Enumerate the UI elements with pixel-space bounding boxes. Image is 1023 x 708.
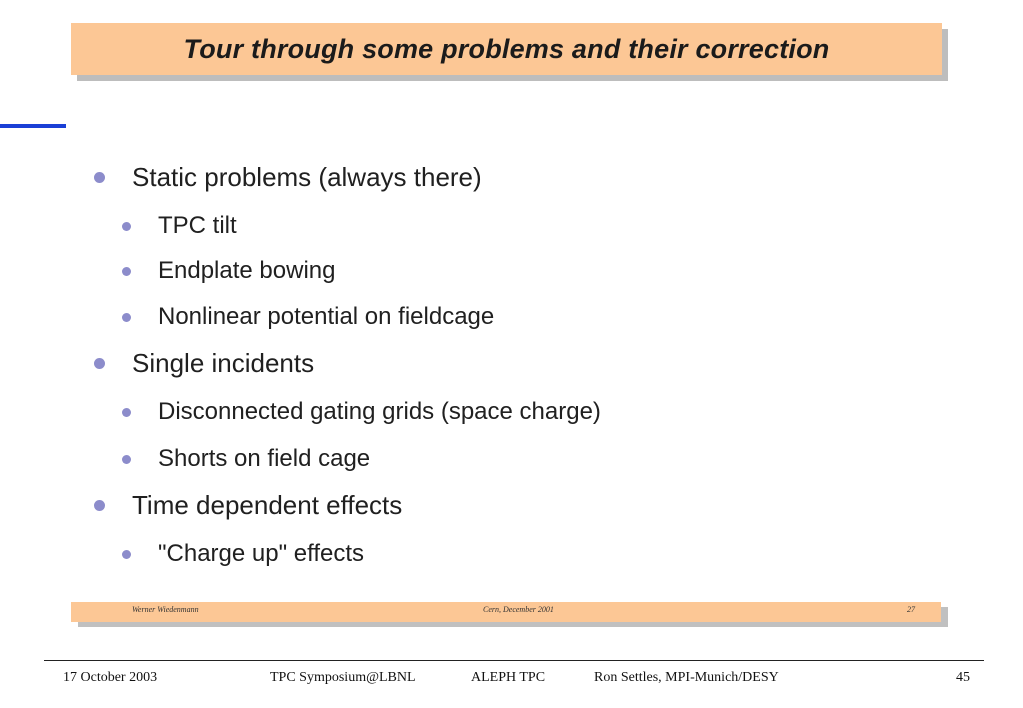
bullet-text: "Charge up" effects <box>158 540 365 567</box>
bullet-text: TPC tilt <box>158 212 237 239</box>
inner-footer-page: 27 <box>907 605 915 614</box>
bullet-text: Single incidents <box>132 347 315 378</box>
inner-footer <box>71 602 941 622</box>
bullet-text: Shorts on field cage <box>158 445 371 472</box>
inner-footer-author: Werner Wiedenmann <box>132 605 199 614</box>
sub-bullet-item <box>122 398 601 426</box>
footer-date: 17 October 2003 <box>63 670 158 685</box>
sub-bullet-item <box>122 303 494 331</box>
bullet-item <box>94 490 402 520</box>
footer-rule <box>44 660 984 661</box>
bullet-text: Endplate bowing <box>158 257 336 284</box>
sub-bullet-item <box>122 540 364 568</box>
bullet-dot-icon <box>94 500 105 511</box>
slide-title: Tour through some problems and their correction <box>183 33 830 64</box>
bullet-text: Nonlinear potential on fieldcage <box>158 303 495 330</box>
bullet-dot-icon <box>94 172 105 183</box>
bullet-dot-icon <box>122 455 131 464</box>
bullet-item <box>94 162 482 192</box>
bullet-dot-icon <box>122 408 131 417</box>
bullet-dot-icon <box>122 550 131 559</box>
bullet-dot-icon <box>122 267 131 276</box>
sub-bullet-item <box>122 212 237 240</box>
footer-topic: ALEPH TPC <box>471 670 546 685</box>
bullet-text: Time dependent effects <box>132 489 403 520</box>
bullet-text: Static problems (always there) <box>132 161 482 192</box>
inner-footer-place-date: Cern, December 2001 <box>483 605 554 614</box>
sub-bullet-item <box>122 445 370 473</box>
bullet-dot-icon <box>122 313 131 322</box>
footer-page-number: 45 <box>956 670 970 685</box>
footer-event: TPC Symposium@LBNL <box>270 670 416 685</box>
sub-bullet-item <box>122 257 335 285</box>
bullet-text: Disconnected gating grids (space charge) <box>158 398 601 425</box>
bullet-dot-icon <box>122 222 131 231</box>
bullet-dot-icon <box>94 358 105 369</box>
footer-author: Ron Settles, MPI-Munich/DESY <box>594 670 779 685</box>
bullet-item <box>94 348 314 378</box>
